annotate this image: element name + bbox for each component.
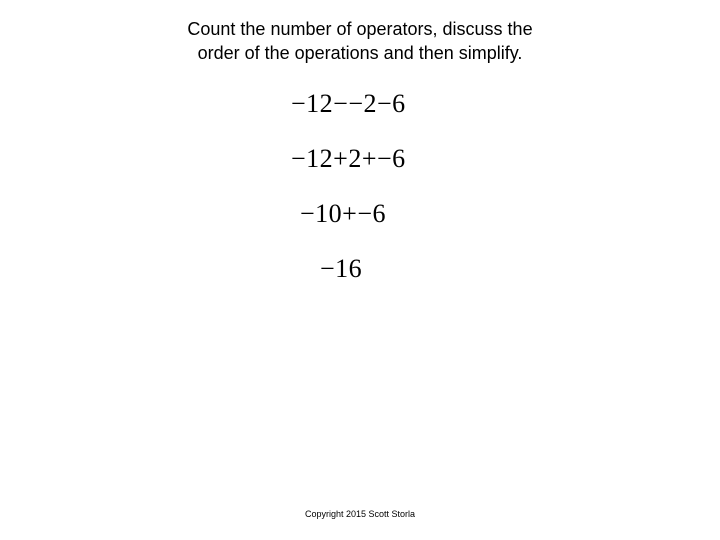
expression-step-3: −10+−6	[300, 199, 386, 228]
copyright-footer: Copyright 2015 Scott Storla	[304, 509, 416, 519]
expression-result: −16	[320, 254, 363, 283]
instructions-line-1: Count the number of operators, discuss the	[187, 19, 533, 39]
instructions-line-2: order of the operations and then simplify.	[197, 43, 523, 63]
expression-step-1: −12−−2−6	[291, 89, 406, 118]
instructions	[0, 17, 720, 65]
expression-step-2: −12+2+−6	[291, 144, 406, 173]
